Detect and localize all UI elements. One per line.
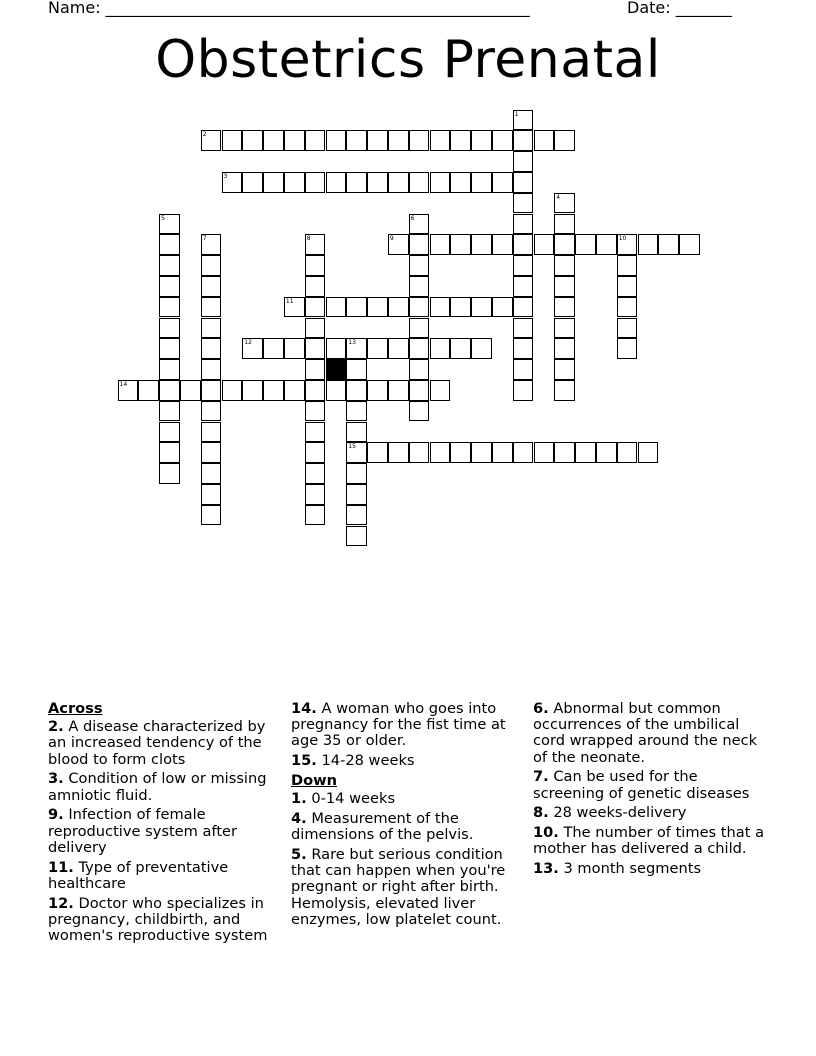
- crossword-cell[interactable]: [201, 338, 222, 359]
- clue-number-14: 14: [119, 380, 128, 388]
- crossword-cell[interactable]: [430, 338, 451, 359]
- crossword-cell[interactable]: [554, 255, 575, 276]
- crossword-cell[interactable]: [430, 172, 451, 193]
- crossword-cell[interactable]: [492, 130, 513, 151]
- crossword-cell[interactable]: [159, 463, 180, 484]
- crossword-cell[interactable]: [513, 151, 534, 172]
- crossword-cell[interactable]: [263, 338, 284, 359]
- crossword-cell[interactable]: [554, 276, 575, 297]
- clue-number-15: 15: [348, 443, 356, 451]
- crossword-cell[interactable]: [471, 130, 492, 151]
- crossword-cell[interactable]: [513, 380, 534, 401]
- crossword-cell[interactable]: [409, 338, 430, 359]
- crossword-cell[interactable]: [159, 276, 180, 297]
- crossword-cell[interactable]: [263, 130, 284, 151]
- crossword-cell[interactable]: [409, 255, 430, 276]
- crossword-cell[interactable]: [305, 130, 326, 151]
- crossword-cell[interactable]: [492, 297, 513, 318]
- crossword-cell[interactable]: [305, 422, 326, 443]
- crossword-cell[interactable]: [159, 255, 180, 276]
- crossword-cell[interactable]: [658, 234, 679, 255]
- crossword-cell[interactable]: [367, 172, 388, 193]
- crossword-cell[interactable]: [617, 255, 638, 276]
- crossword-cell[interactable]: [554, 380, 575, 401]
- crossword-cell[interactable]: [346, 359, 367, 380]
- crossword-cell[interactable]: [450, 130, 471, 151]
- crossword-cell[interactable]: [159, 318, 180, 339]
- crossword-cell[interactable]: [305, 359, 326, 380]
- page-title: Obstetrics Prenatal: [155, 30, 661, 90]
- crossword-cell[interactable]: [242, 380, 263, 401]
- clue-across-3: 3. Condition of low or missing amniotic fluid.: [48, 770, 267, 804]
- crossword-black-cell: [326, 359, 347, 380]
- crossword-cell[interactable]: [513, 442, 534, 463]
- crossword-cell[interactable]: [201, 484, 222, 505]
- crossword-cell[interactable]: [409, 442, 430, 463]
- crossword-cell[interactable]: [471, 338, 492, 359]
- crossword-cell[interactable]: [367, 338, 388, 359]
- crossword-cell[interactable]: [201, 318, 222, 339]
- crossword-cell[interactable]: [409, 276, 430, 297]
- crossword-cell[interactable]: [513, 338, 534, 359]
- crossword-cell[interactable]: [180, 380, 201, 401]
- crossword-cell[interactable]: [388, 442, 409, 463]
- crossword-cell[interactable]: [201, 359, 222, 380]
- clue-across-11: 11. Type of preventative healthcare: [48, 858, 229, 892]
- crossword-cell[interactable]: [159, 359, 180, 380]
- across-heading: Across: [48, 700, 103, 717]
- crossword-cell[interactable]: [617, 442, 638, 463]
- clue-down-13: 13. 3 month segments: [533, 860, 702, 878]
- crossword-cell[interactable]: [513, 214, 534, 235]
- crossword-cell[interactable]: [409, 130, 430, 151]
- crossword-cell[interactable]: [430, 234, 451, 255]
- crossword-cell[interactable]: [554, 214, 575, 235]
- clue-number-6: 6: [410, 214, 415, 222]
- clue-down-1: 1. 0-14 weeks: [291, 790, 396, 808]
- crossword-cell[interactable]: [617, 338, 638, 359]
- crossword-cell[interactable]: [326, 380, 347, 401]
- crossword-cell[interactable]: [346, 172, 367, 193]
- crossword-cell[interactable]: [305, 401, 326, 422]
- clue-across-12: 12. Doctor who specializes in pregnancy, childbirth, and women's reproductive system: [48, 894, 268, 945]
- crossword-cell[interactable]: [430, 130, 451, 151]
- clue-number-8: 8: [306, 235, 311, 243]
- crossword-cell[interactable]: [554, 297, 575, 318]
- crossword-cell[interactable]: [305, 463, 326, 484]
- crossword-cell[interactable]: [305, 338, 326, 359]
- clues-column-3: [533, 701, 773, 881]
- crossword-cell[interactable]: [326, 297, 347, 318]
- crossword-cell[interactable]: [222, 130, 243, 151]
- crossword-cell[interactable]: [409, 401, 430, 422]
- clue-number-2: 2: [202, 131, 207, 139]
- crossword-cell[interactable]: [596, 442, 617, 463]
- crossword-cell[interactable]: [492, 442, 513, 463]
- crossword-cell[interactable]: [346, 422, 367, 443]
- crossword-cell[interactable]: [554, 359, 575, 380]
- clue-number-12: 12: [244, 339, 252, 347]
- crossword-cell[interactable]: [471, 234, 492, 255]
- crossword-cell[interactable]: [201, 297, 222, 318]
- crossword-cell[interactable]: [326, 130, 347, 151]
- clues-column-2: [291, 701, 519, 932]
- clue-across-9: 9. Infection of female reproductive system after delivery: [48, 806, 238, 856]
- crossword-cell[interactable]: [388, 338, 409, 359]
- crossword-cell[interactable]: [638, 234, 659, 255]
- crossword-cell[interactable]: [263, 380, 284, 401]
- crossword-cell[interactable]: [575, 234, 596, 255]
- crossword-cell[interactable]: [305, 484, 326, 505]
- crossword-cell[interactable]: [534, 234, 555, 255]
- crossword-cell[interactable]: [554, 442, 575, 463]
- clues-column-1: [48, 701, 276, 948]
- clue-across-2: 2. A disease characterized by an increased tendency of the blood to form clots: [48, 718, 266, 768]
- crossword-cell[interactable]: [430, 380, 451, 401]
- clue-down-4: 4. Measurement of the dimensions of the pelvis.: [291, 810, 474, 844]
- crossword-cell[interactable]: [305, 318, 326, 339]
- crossword-cell[interactable]: [367, 442, 388, 463]
- date-field-label: Date: _______: [627, 0, 732, 17]
- crossword-cell[interactable]: [201, 505, 222, 526]
- crossword-cell[interactable]: [471, 297, 492, 318]
- crossword-cell[interactable]: [513, 359, 534, 380]
- crossword-cell[interactable]: [201, 463, 222, 484]
- crossword-cell[interactable]: [513, 193, 534, 214]
- crossword-cell[interactable]: [305, 442, 326, 463]
- crossword-cell[interactable]: [513, 172, 534, 193]
- crossword-cell[interactable]: [159, 442, 180, 463]
- crossword-cell[interactable]: [284, 338, 305, 359]
- crossword-cell[interactable]: [409, 297, 430, 318]
- crossword-cell[interactable]: [575, 442, 596, 463]
- crossword-cell[interactable]: [367, 130, 388, 151]
- crossword-cell[interactable]: [201, 255, 222, 276]
- clue-across-15: 15. 14-28 weeks: [291, 752, 415, 770]
- clue-down-10: 10. The number of times that a mother has delivered a child.: [533, 824, 765, 858]
- crossword-cell[interactable]: [430, 297, 451, 318]
- crossword-cell[interactable]: [138, 380, 159, 401]
- crossword-cell[interactable]: [159, 380, 180, 401]
- crossword-cell[interactable]: [305, 505, 326, 526]
- crossword-cell[interactable]: [284, 380, 305, 401]
- crossword-cell[interactable]: [284, 130, 305, 151]
- crossword-cell[interactable]: [346, 463, 367, 484]
- crossword-cell[interactable]: [617, 276, 638, 297]
- clue-down-8: 8. 28 weeks-delivery: [533, 804, 687, 822]
- clue-number-1: 1: [514, 110, 519, 118]
- crossword-cell[interactable]: [596, 234, 617, 255]
- crossword-cell[interactable]: [201, 422, 222, 443]
- crossword-cell[interactable]: [346, 526, 367, 547]
- crossword-cell[interactable]: [513, 318, 534, 339]
- crossword-cell[interactable]: [159, 422, 180, 443]
- crossword-cell[interactable]: [305, 380, 326, 401]
- clue-number-3: 3: [223, 172, 228, 180]
- crossword-cell[interactable]: [388, 297, 409, 318]
- crossword-cell[interactable]: [409, 318, 430, 339]
- crossword-cell[interactable]: [513, 297, 534, 318]
- crossword-cell[interactable]: [409, 380, 430, 401]
- crossword-cell[interactable]: [471, 442, 492, 463]
- crossword-cell[interactable]: [305, 297, 326, 318]
- crossword-cell[interactable]: [346, 380, 367, 401]
- crossword-cell[interactable]: [554, 338, 575, 359]
- crossword-cell[interactable]: [471, 172, 492, 193]
- crossword-cell[interactable]: [534, 130, 555, 151]
- crossword-cell[interactable]: [409, 172, 430, 193]
- crossword-cell[interactable]: [201, 276, 222, 297]
- crossword-cell[interactable]: [367, 297, 388, 318]
- clue-number-10: 10: [618, 235, 627, 243]
- crossword-cell[interactable]: [326, 172, 347, 193]
- crossword-cell[interactable]: [450, 442, 471, 463]
- crossword-cell[interactable]: [284, 172, 305, 193]
- crossword-cell[interactable]: [679, 234, 700, 255]
- crossword-cell[interactable]: [554, 130, 575, 151]
- crossword-cell[interactable]: [305, 276, 326, 297]
- clue-across-14: 14. A woman who goes into pregnancy for the fist time at age 35 or older.: [291, 700, 506, 750]
- crossword-cell[interactable]: [159, 297, 180, 318]
- crossword-cell[interactable]: [388, 130, 409, 151]
- crossword-cell[interactable]: [554, 234, 575, 255]
- crossword-cell[interactable]: [346, 297, 367, 318]
- crossword-cell[interactable]: [263, 172, 284, 193]
- crossword-cell[interactable]: [201, 401, 222, 422]
- crossword-cell[interactable]: [388, 172, 409, 193]
- crossword-cell[interactable]: [159, 338, 180, 359]
- crossword-cell[interactable]: [617, 297, 638, 318]
- crossword-cell[interactable]: [222, 380, 243, 401]
- crossword-cell[interactable]: [430, 442, 451, 463]
- crossword-cell[interactable]: [159, 401, 180, 422]
- crossword-cell[interactable]: [513, 255, 534, 276]
- crossword-cell[interactable]: [326, 338, 347, 359]
- crossword-cell[interactable]: [492, 234, 513, 255]
- crossword-cell[interactable]: [554, 318, 575, 339]
- clue-number-11: 11: [285, 297, 294, 305]
- crossword-cell[interactable]: [346, 484, 367, 505]
- clue-number-7: 7: [202, 235, 207, 243]
- crossword-cell[interactable]: [534, 442, 555, 463]
- crossword-cell[interactable]: [305, 255, 326, 276]
- down-heading: Down: [291, 772, 338, 789]
- crossword-cell[interactable]: [201, 380, 222, 401]
- crossword-cell[interactable]: [513, 130, 534, 151]
- crossword-cell[interactable]: [346, 505, 367, 526]
- crossword-cell[interactable]: [346, 130, 367, 151]
- name-field-label: Name: _____________________________________________________: [48, 0, 530, 17]
- crossword-cell[interactable]: [617, 318, 638, 339]
- crossword-cell[interactable]: [305, 172, 326, 193]
- crossword-cell[interactable]: [409, 234, 430, 255]
- clue-number-13: 13: [348, 339, 356, 347]
- crossword-cell[interactable]: [513, 276, 534, 297]
- clue-number-5: 5: [161, 214, 165, 222]
- crossword-cell[interactable]: [242, 172, 263, 193]
- crossword-cell[interactable]: [450, 338, 471, 359]
- clue-number-9: 9: [389, 235, 394, 243]
- crossword-cell[interactable]: [450, 234, 471, 255]
- crossword-cell[interactable]: [201, 442, 222, 463]
- crossword-cell[interactable]: [409, 359, 430, 380]
- crossword-cell[interactable]: [388, 380, 409, 401]
- crossword-cell[interactable]: [159, 234, 180, 255]
- clue-down-5: 5. Rare but serious condition that can happen when you're pregnant or right after birth. Hemolysis, elevated liver enzymes, low platelet count.: [291, 846, 506, 928]
- crossword-cell[interactable]: [346, 401, 367, 422]
- crossword-cell[interactable]: [367, 380, 388, 401]
- crossword-cell[interactable]: [450, 297, 471, 318]
- clue-down-7: 7. Can be used for the screening of genetic diseases: [533, 768, 750, 802]
- crossword-cell[interactable]: [242, 130, 263, 151]
- crossword-cell[interactable]: [450, 172, 471, 193]
- clue-down-6: 6. Abnormal but common occurrences of the umbilical cord wrapped around the neck of the neonate.: [533, 700, 758, 766]
- crossword-cell[interactable]: [638, 442, 659, 463]
- crossword-cell[interactable]: [492, 172, 513, 193]
- clue-number-4: 4: [556, 193, 561, 201]
- crossword-cell[interactable]: [513, 234, 534, 255]
